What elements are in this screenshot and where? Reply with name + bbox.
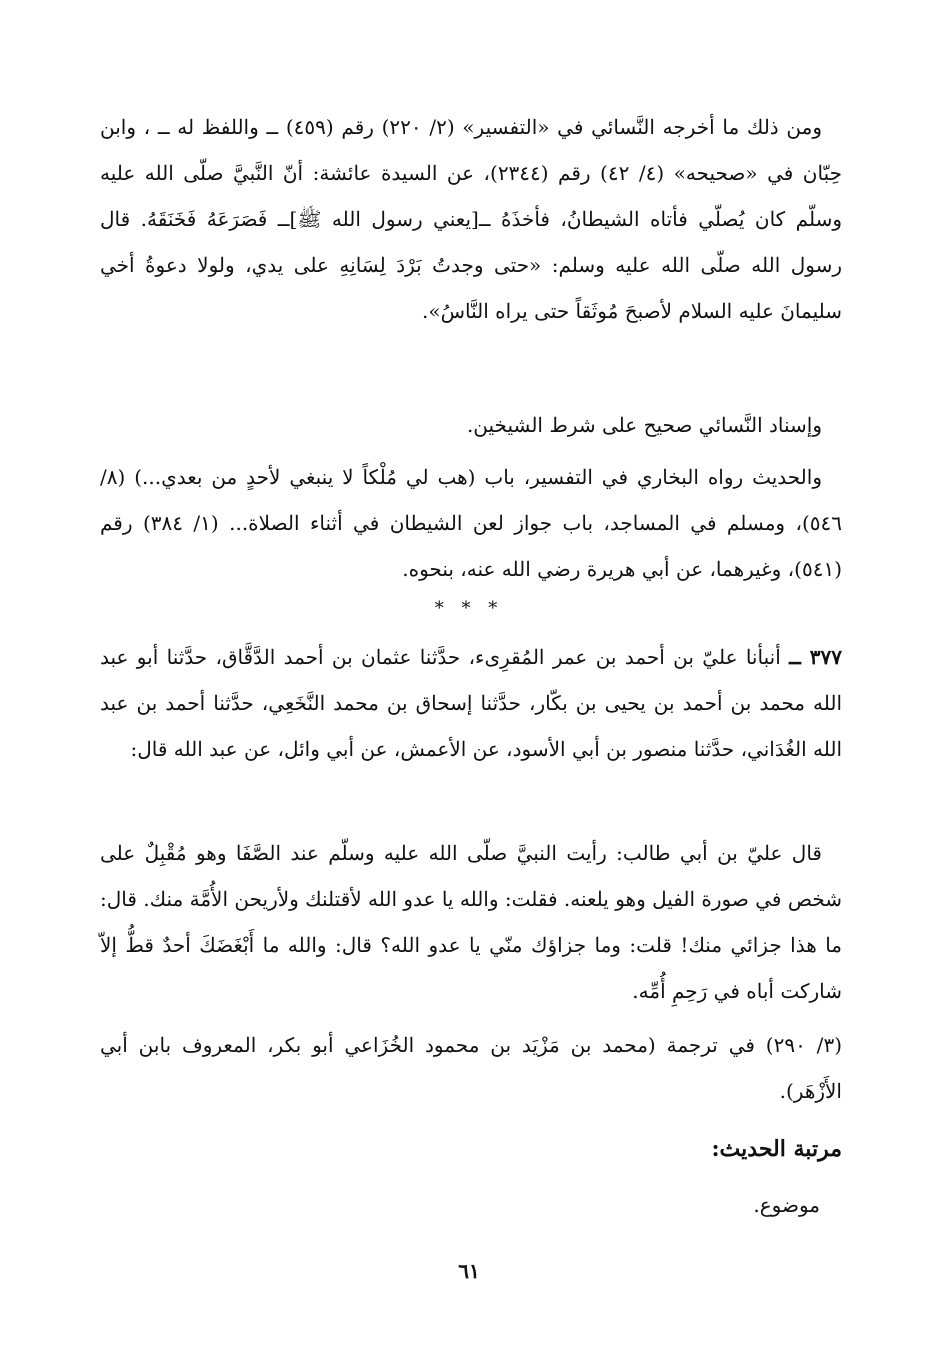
- hadith-377-source: [100, 1022, 842, 1114]
- hadith-377-matn: [100, 830, 842, 1014]
- paragraph-isnad-note: [100, 402, 842, 448]
- paragraph-takhrij-nasai: [100, 104, 842, 334]
- paragraph-text: قال عليّ بن أبي طالب: رأيت النبيَّ صلّى الله عليه وسلّم عند الصَّفَا وهو مُقْبِلٌ على شخص في صورة الفيل وهو يلعنه. فقلت: والله يا عدو الله لأقتلنك ولأريحن الأُمَّة منك. قال: ما هذا جزائي منك! قلت: وما جزاؤك منّي يا عدو الله؟ قال: والله ما أَبْغَضَكَ أحدٌ قطُّ إلاّ شاركت أباه في رَحِمِ أُمِّه.: [100, 841, 842, 1003]
- paragraph-text: والحديث رواه البخاري في التفسير، باب (هب لي مُلْكاً لا ينبغي لأحدٍ من بعدي...) (٨/ ٥٤٦)، ومسلم في المساجد، باب جواز لعن الشيطان في أثناء الصلاة... (١/ ٣٨٤) رقم (٥٤١)، وغيرهما، عن أبي هريرة رضي الله عنه، بنحوه.: [100, 465, 842, 581]
- paragraph-text: أنبأنا عليّ بن أحمد بن عمر المُقرِىء، حدَّثنا عثمان بن أحمد الدَّقَّاق، حدَّثنا أبو عبد الله محمد بن أحمد بن يحيى بن بكّار، حدَّثنا إسحاق بن محمد النَّخَعِي، حدَّثنا أحمد بن عبد الله الغُدَاني، حدَّثنا منصور بن أبي الأسود، عن الأعمش، عن أبي وائل، عن عبد الله قال:: [100, 645, 842, 761]
- paragraph-bukhari-muslim: [100, 454, 842, 592]
- section-separator: * * *: [434, 598, 504, 619]
- page-number: ٦١: [458, 1259, 480, 1283]
- paragraph-text: (٣/ ٢٩٠) في ترجمة (محمد بن مَزْيَد بن محمود الخُزَاعي أبو بكر، المعروف بابن أبي الأَزْهَر).: [100, 1033, 842, 1103]
- grade-heading: مرتبة الحديث:: [711, 1136, 842, 1162]
- grade-value: موضوع.: [753, 1193, 820, 1217]
- hadith-number: ٣٧٧ ــ: [789, 645, 842, 669]
- paragraph-text: ومن ذلك ما أخرجه النَّسائي في «التفسير» (٢/ ٢٢٠) رقم (٤٥٩) ــ واللفظ له ــ ، وابن حِبّان في «صحيحه» (٤/ ٤٢) رقم (٢٣٤٤)، عن السيدة عائشة: أنّ النَّبيَّ صلّى الله عليه وسلّم كان يُصلّي فأتاه الشيطانُ، فأخذَهُ ــ[يعني رسول الله ﷺ]ــ فَصَرَعَهُ فَخَنَقَهُ. قال رسول الله صلّى الله عليه وسلم: «حتى وجدتُ بَرْدَ لِسَانِهِ على يدي، ولولا دعوةُ أخي سليمانَ عليه السلام لأصبحَ مُوثَقاً حتى يراه النَّاسُ».: [100, 115, 842, 323]
- paragraph-text: وإسناد النَّسائي صحيح على شرط الشيخين.: [466, 413, 822, 437]
- hadith-377-isnad: [100, 634, 842, 772]
